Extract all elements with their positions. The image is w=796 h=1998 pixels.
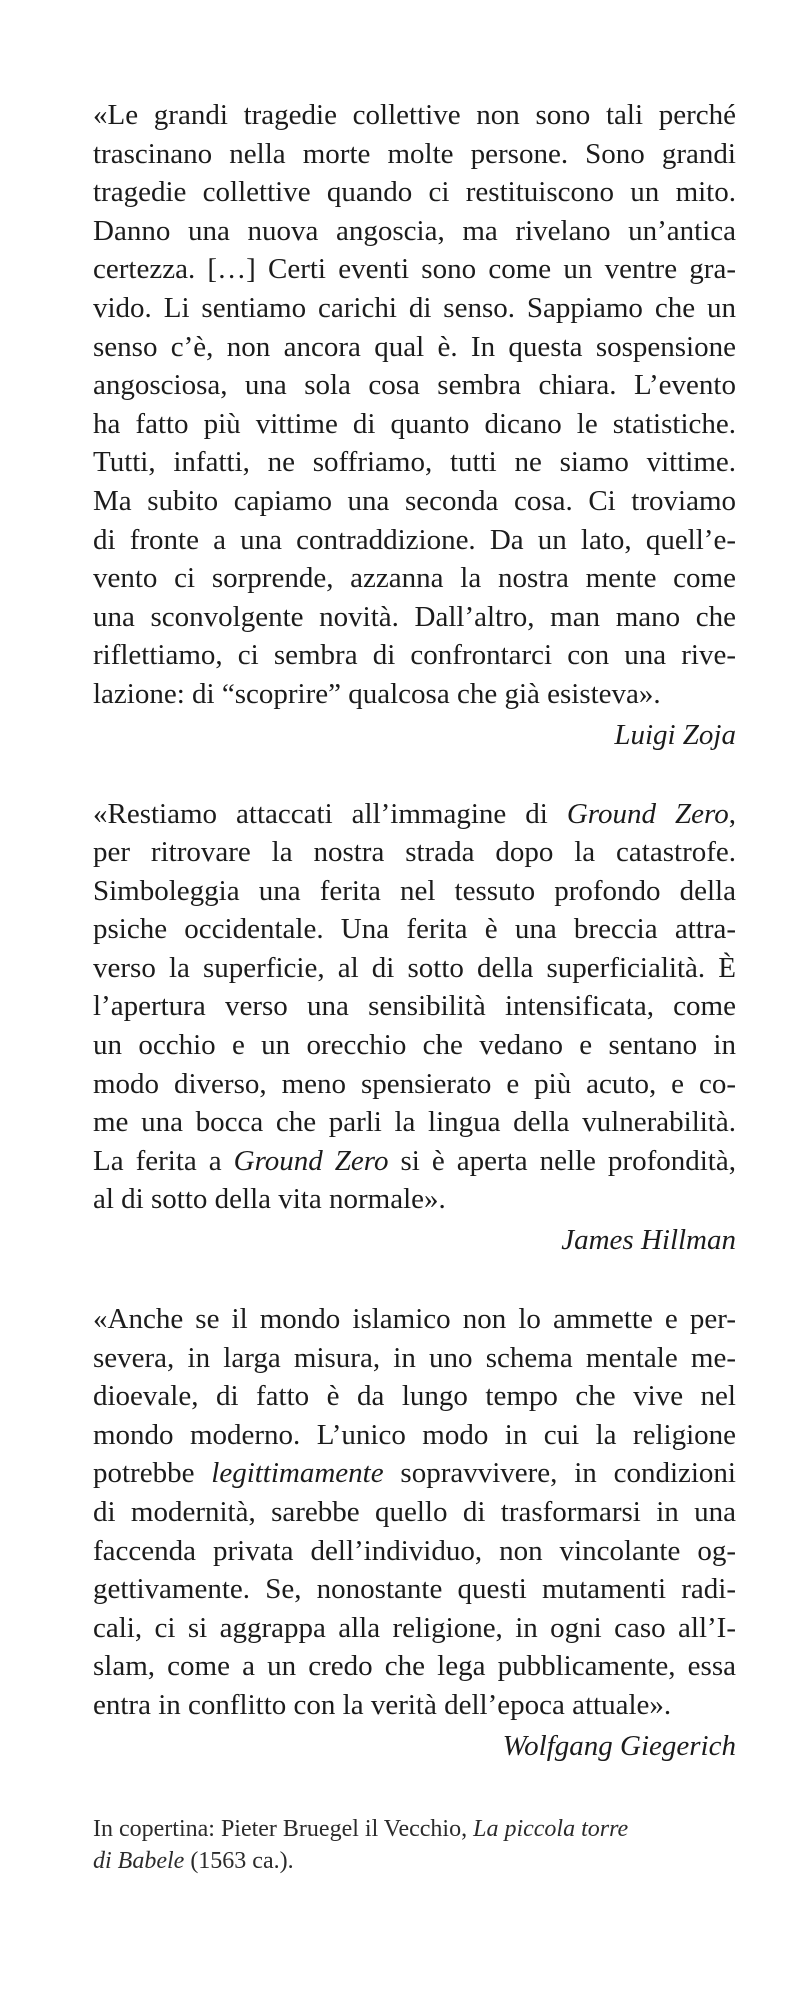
text-line xyxy=(93,1065,736,1104)
text-segment: riflettiamo, ci sembra di confrontarci con una rive- xyxy=(93,639,736,672)
text-line xyxy=(93,910,736,949)
text-segment: l’apertura verso una sensibilità intensificata, come xyxy=(93,990,736,1023)
text-line xyxy=(93,405,736,444)
text-segment: Simboleggia una ferita nel tessuto profondo della xyxy=(93,874,736,907)
text-line xyxy=(93,1454,736,1493)
text-line xyxy=(93,1142,736,1181)
text-line xyxy=(93,833,736,872)
quote-text xyxy=(93,1300,736,1725)
italic-text: di Babele xyxy=(93,1847,185,1874)
text-segment: mondo moderno. L’unico modo in cui la religione xyxy=(93,1418,736,1451)
text-segment: modo diverso, meno spensierato e più acuto, e co- xyxy=(93,1067,736,1100)
quote-block xyxy=(93,96,736,754)
text-line xyxy=(93,1103,736,1142)
text-line xyxy=(93,1647,736,1686)
text-segment: psiche occidentale. Una ferita è una breccia attra- xyxy=(93,913,736,946)
quotes-container xyxy=(93,96,736,1765)
text-line xyxy=(93,1493,736,1532)
text-segment: certezza. […] Certi eventi sono come un ventre gra- xyxy=(93,253,736,286)
text-segment: severa, in larga misura, in uno schema mentale me- xyxy=(93,1341,736,1374)
text-line xyxy=(93,1813,736,1845)
text-line xyxy=(93,598,736,637)
text-line xyxy=(93,366,736,405)
quote-author: Wolfgang Giegerich xyxy=(502,1729,736,1762)
text-segment: me una bocca che parli la lingua della vulnerabilità. xyxy=(93,1106,736,1139)
text-segment: Danno una nuova angoscia, ma rivelano un’antica xyxy=(93,214,736,247)
text-segment: trascinano nella morte molte persone. Sono grandi xyxy=(93,137,736,170)
text-line xyxy=(93,1532,736,1571)
quote-block xyxy=(93,1300,736,1765)
text-line xyxy=(93,1416,736,1455)
text-line xyxy=(93,521,736,560)
text-segment: Tutti, infatti, ne soffriamo, tutti ne siamo vittime. xyxy=(93,446,736,479)
text-segment: cali, ci si aggrappa alla religione, in ogni caso all’I- xyxy=(93,1611,736,1644)
italic-text: Ground Zero xyxy=(233,1144,389,1177)
text-segment: Ma subito capiamo una seconda cosa. Ci troviamo xyxy=(93,484,736,517)
text-segment: (1563 ca.). xyxy=(184,1847,294,1874)
text-segment: tragedie collettive quando ci restituiscono un mito. xyxy=(93,176,736,209)
text-line xyxy=(93,1686,736,1725)
text-segment: «Anche se il mondo islamico non lo ammette e per- xyxy=(93,1303,736,1336)
text-segment: In copertina: Pieter Bruegel il Vecchio, xyxy=(93,1815,474,1842)
italic-text: legittimamente xyxy=(211,1457,384,1490)
text-segment: dioevale, di fatto è da lungo tempo che vive nel xyxy=(93,1380,736,1413)
text-line xyxy=(93,1377,736,1416)
quote-text xyxy=(93,96,736,714)
text-line xyxy=(93,482,736,521)
text-segment: ha fatto più vittime di quanto dicano le statistiche. xyxy=(93,407,736,440)
text-segment: «Restiamo attaccati all’immagine di xyxy=(93,797,567,830)
text-segment: sopravvivere, in condizioni xyxy=(383,1457,736,1490)
text-line xyxy=(93,1570,736,1609)
text-segment: vento ci sorprende, azzanna la nostra mente come xyxy=(93,562,736,595)
text-segment: , xyxy=(728,797,736,830)
text-line xyxy=(93,289,736,328)
text-line xyxy=(93,250,736,289)
text-line xyxy=(93,212,736,251)
text-line xyxy=(93,949,736,988)
italic-text: La piccola torre xyxy=(473,1815,629,1842)
text-line xyxy=(93,675,736,714)
text-line xyxy=(93,173,736,212)
text-segment: un occhio e un orecchio che vedano e sentano in xyxy=(93,1029,736,1062)
text-line xyxy=(93,1845,736,1877)
text-segment: senso c’è, non ancora qual è. In questa sospensione xyxy=(93,330,736,363)
quote-text xyxy=(93,795,736,1220)
text-segment: di fronte a una contraddizione. Da un lato, quell’e- xyxy=(93,523,736,556)
text-segment: lazione: di “scoprire” qualcosa che già esisteva». xyxy=(93,677,661,710)
text-line xyxy=(93,795,736,834)
text-segment: al di sotto della vita normale». xyxy=(93,1183,446,1216)
text-line xyxy=(93,135,736,174)
quote-author: Luigi Zoja xyxy=(614,718,736,751)
text-segment: di modernità, sarebbe quello di trasformarsi in una xyxy=(93,1496,736,1528)
text-line xyxy=(93,1609,736,1648)
quote-block xyxy=(93,795,736,1260)
text-line xyxy=(93,443,736,482)
text-line xyxy=(93,96,736,135)
text-segment: gettivamente. Se, nonostante questi mutamenti radi- xyxy=(93,1573,736,1606)
text-segment: una sconvolgente novità. Dall’altro, man mano che xyxy=(93,600,736,633)
text-segment: per ritrovare la nostra strada dopo la catastrofe. xyxy=(93,836,736,869)
text-segment: slam, come a un credo che lega pubblicamente, essa xyxy=(93,1650,736,1683)
text-line xyxy=(93,872,736,911)
text-segment: faccenda privata dell’individuo, non vincolante og- xyxy=(93,1534,736,1567)
text-segment: «Le grandi tragedie collettive non sono tali perché xyxy=(93,99,736,131)
cover-caption xyxy=(93,1813,736,1877)
text-line xyxy=(93,1180,736,1219)
text-segment: vido. Li sentiamo carichi di senso. Sappiamo che un xyxy=(93,291,736,324)
text-line xyxy=(93,559,736,598)
text-segment: La ferita a xyxy=(93,1144,234,1177)
text-line xyxy=(93,1300,736,1339)
text-segment: angosciosa, una sola cosa sembra chiara. L’evento xyxy=(93,369,736,402)
text-line xyxy=(93,1339,736,1378)
text-segment: potrebbe xyxy=(93,1457,212,1490)
text-line xyxy=(93,1026,736,1065)
italic-text: Ground Zero xyxy=(566,797,729,830)
text-segment: entra in conflitto con la verità dell’epoca attuale». xyxy=(93,1688,672,1721)
text-line xyxy=(93,328,736,367)
text-line xyxy=(93,987,736,1026)
text-segment: verso la superficie, al di sotto della superficialità. È xyxy=(93,951,736,984)
text-segment: si è aperta nelle profondità, xyxy=(388,1144,736,1177)
quote-author: James Hillman xyxy=(561,1224,736,1257)
text-line xyxy=(93,636,736,675)
